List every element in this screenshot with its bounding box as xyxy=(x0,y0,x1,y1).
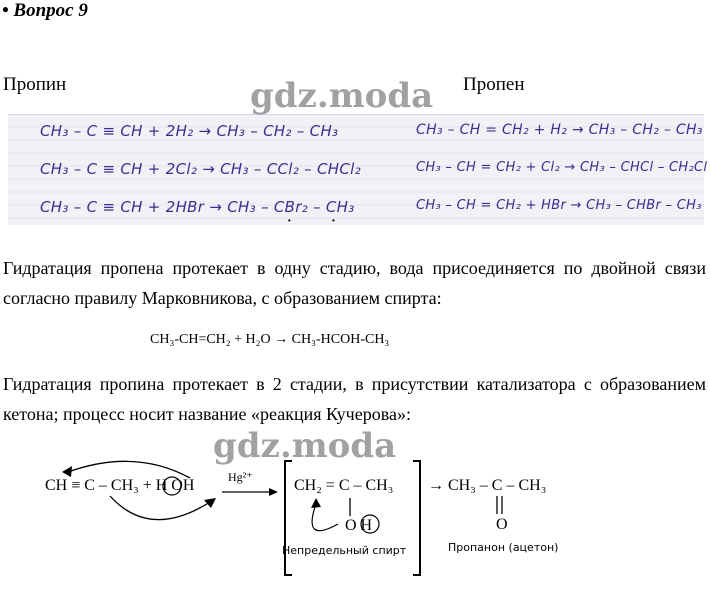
diagram-intermediate-bottom: O H xyxy=(345,517,373,534)
handwritten-propyne-line-1: CH₃ – C ≡ CH + 2H₂ → CH₃ – CH₂ – CH₃ xyxy=(40,122,339,140)
diagram-reactant: CH ≡ C – CH₃ + H OH xyxy=(45,477,195,494)
diagram-product-top: → CH₃ – C – CH₃ xyxy=(428,477,547,494)
paragraph-propyne-hydration: Гидратация пропина протекает в 2 стадии, в присутствии катализатора с образованием кетона; процесс носит название «реакция Кучерова»: xyxy=(3,374,706,424)
handwritten-propene-line-3: CH₃ – CH = CH₂ + HBr → CH₃ – CHBr – CH₃ xyxy=(416,198,702,213)
handwritten-propene-line-1: CH₃ – CH = CH₂ + H₂ → CH₃ – CH₂ – CH₃ xyxy=(416,122,703,138)
paragraph-propene-hydration: Гидратация пропена протекает в одну стадию, вода присоединяется по двойной связи согласно правилу Марковникова, с образованием спирта: xyxy=(3,258,706,308)
h-circle-reactant xyxy=(163,477,181,495)
arrow-curve-top xyxy=(68,461,190,478)
diagram-catalyst-arrow xyxy=(222,486,280,498)
diagram-catalyst: Hg²⁺ xyxy=(228,470,253,484)
arrowhead-bottom xyxy=(204,498,216,508)
bracket-right xyxy=(413,460,421,576)
caption-product: Пропанон (ацетон) xyxy=(448,541,559,554)
watermark-bottom: gdz.moda xyxy=(213,426,397,466)
arrow-curve-bottom xyxy=(110,496,210,520)
column-label-propyne: Пропин xyxy=(3,74,67,95)
handwritten-propene-line-2: CH₃ – CH = CH₂ + Cl₂ → CH₃ – CHCl – CH₂Cl xyxy=(416,160,708,175)
column-label-propene: Пропен xyxy=(463,74,525,95)
diagram-product-bottom: O xyxy=(496,516,508,533)
watermark-top: gdz.moda xyxy=(250,76,434,116)
caption-intermediate: Непредельный спирт xyxy=(282,544,407,557)
question-heading: • Вопрос 9 xyxy=(2,0,88,21)
diagram-product-double-bond xyxy=(490,494,510,518)
arrowhead-top xyxy=(62,466,72,477)
stray-dots-decoration: · · xyxy=(287,214,354,229)
handwritten-propyne-line-3: CH₃ – C ≡ CH + 2HBr → CH₃ – CBr₂ – CH₃ xyxy=(40,198,355,216)
equation-propene-hydration: CH₃-CH=CH₂ + H₂O → CH₃-HCOH-CH₃ xyxy=(150,332,390,347)
diagram-intermediate-top: CH₂ = C – CH₃ xyxy=(294,477,394,494)
handwritten-propyne-line-2: CH₃ – C ≡ CH + 2Cl₂ → CH₃ – CCl₂ – CHCl₂ xyxy=(40,160,361,178)
